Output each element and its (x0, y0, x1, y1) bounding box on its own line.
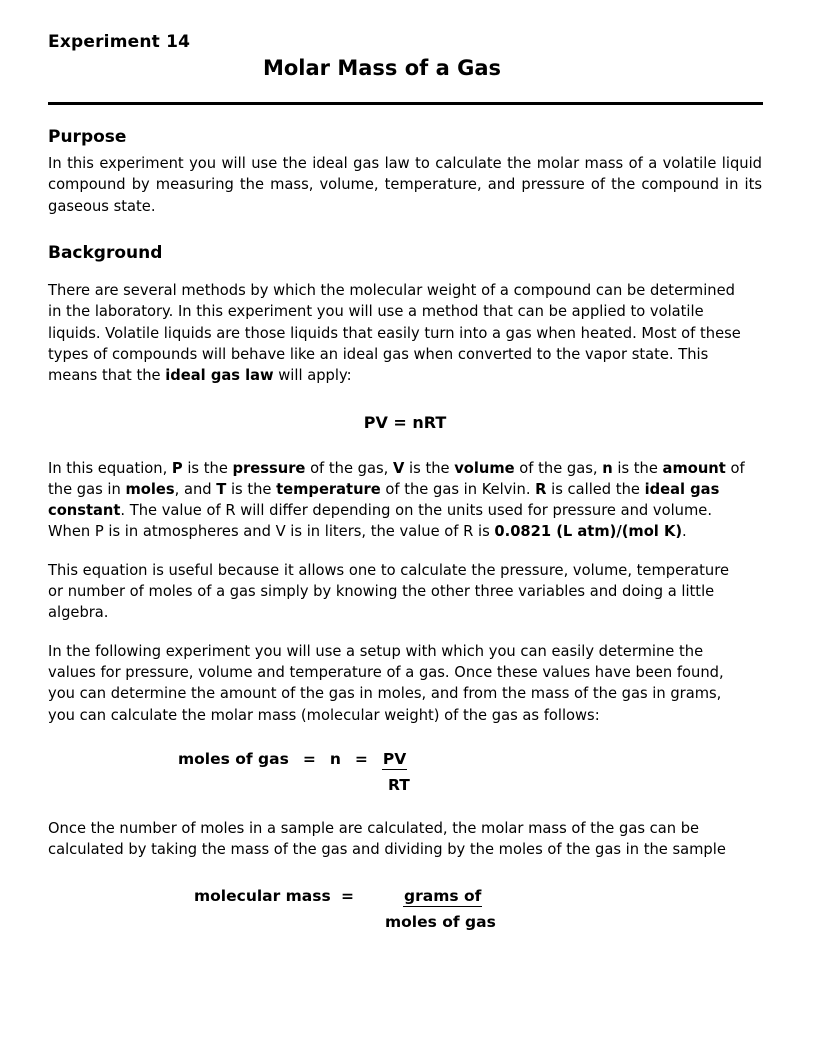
page-title: Molar Mass of a Gas (262, 56, 501, 80)
symbol-t: T (216, 480, 227, 498)
background-paragraph-4: In the following experiment you will use a setup with which you can easily determine the values for pressure, volume and temperature of a gas. Once these values have been found, you can determine the amount of the gas in moles, and from the mass of the gas in grams, you can calculate the molar mass (molecular weight) of the gas as follows: (48, 642, 724, 724)
formula-n-symbol: n (329, 749, 341, 768)
formula-mass-numerator-line (48, 887, 764, 907)
background-p1-text-a: There are several methods by which the molecular weight of a compound can be determined in the laboratory. In this experiment you will use a method that can be applied to volatile liquids. Volatile liquids are those liquids that easily turn into a gas when heated. Most of these types of compounds will behave like an ideal gas when converted to the vapor state. This means that the (48, 281, 741, 385)
formula-mass-denominator: moles of gas (385, 912, 496, 931)
formula-mass-numerator: grams of (404, 886, 482, 905)
term-ideal-gas-constant: ideal gas constant (48, 480, 720, 520)
bg-p2-b: is the (182, 459, 233, 477)
term-volume: volume (454, 459, 515, 477)
background-paragraph-5: Once the number of moles in a sample are calculated, the molar mass of the gas can be calculated by taking the mass of the gas and dividing by the moles of the gas in the sample (48, 819, 726, 859)
background-paragraph-2 (48, 458, 748, 543)
formula-mass-equals: = (341, 886, 354, 905)
formula-numerator-pv: PV (382, 749, 407, 768)
bg-p2-a: In this equation, (48, 459, 172, 477)
background-p1-text-b: will apply: (273, 367, 352, 385)
term-amount: amount (662, 459, 726, 477)
bg-p2-e: of the gas, (514, 459, 603, 477)
formula-equals-2: = (354, 749, 368, 768)
section-heading-purpose: Purpose (48, 127, 127, 147)
symbol-r: R (535, 480, 547, 498)
bg-p2-c: of the gas, (305, 459, 393, 477)
formula-equals-1: = (302, 749, 316, 768)
formula-mass-label: molecular mass (194, 886, 331, 905)
bg-p2-g: of the gas in (48, 459, 745, 498)
header-divider (48, 102, 763, 105)
bg-p2-l: . The value of R will differ depending on the units used for pressure and volume. When P is in atmospheres and V is in liters, the value of R is (48, 502, 712, 541)
formula-moles-label: moles of gas (178, 749, 289, 768)
formula-moles-numerator-line (48, 750, 764, 770)
bg-p2-f: is the (612, 459, 663, 477)
symbol-v: V (393, 459, 405, 477)
bg-p2-h: , and (174, 480, 217, 498)
purpose-paragraph: In this experiment you will use the ideal gas law to calculate the molar mass of a volatile liquid compound by measuring the mass, volume, temperature, and pressure of the compound in its gaseous state. (48, 155, 762, 215)
term-pressure: pressure (232, 459, 306, 477)
formula-denominator-rt: RT (388, 775, 410, 794)
formula-molecular-mass (48, 887, 764, 931)
experiment-label: Experiment 14 (48, 32, 191, 52)
equation-ideal-gas-law: PV = nRT (363, 412, 447, 432)
term-moles: moles (125, 480, 175, 498)
bg-p2-j: of the gas in Kelvin. (380, 480, 536, 498)
bg-p2-m: . (682, 523, 687, 541)
term-temperature: temperature (276, 480, 381, 498)
bg-p2-k: is called the (546, 480, 645, 498)
r-value: 0.0821 (L atm)/(mol K) (494, 523, 683, 541)
formula-moles-denominator-line (48, 776, 764, 794)
background-paragraph-3: This equation is useful because it allows one to calculate the pressure, volume, temperature or number of moles of a gas simply by knowing the other three variables and doing a little algebra. (48, 561, 729, 622)
symbol-n: n (602, 459, 613, 477)
ideal-gas-law-bold: ideal gas law (165, 367, 274, 385)
formula-mass-denominator-line (48, 913, 764, 931)
formula-moles-of-gas (48, 750, 764, 794)
section-heading-background: Background (48, 242, 163, 263)
background-paragraph-1 (48, 280, 748, 387)
bg-p2-d: is the (404, 459, 455, 477)
bg-p2-i: is the (226, 480, 277, 498)
document-header (48, 30, 764, 92)
symbol-p: P (171, 459, 183, 477)
